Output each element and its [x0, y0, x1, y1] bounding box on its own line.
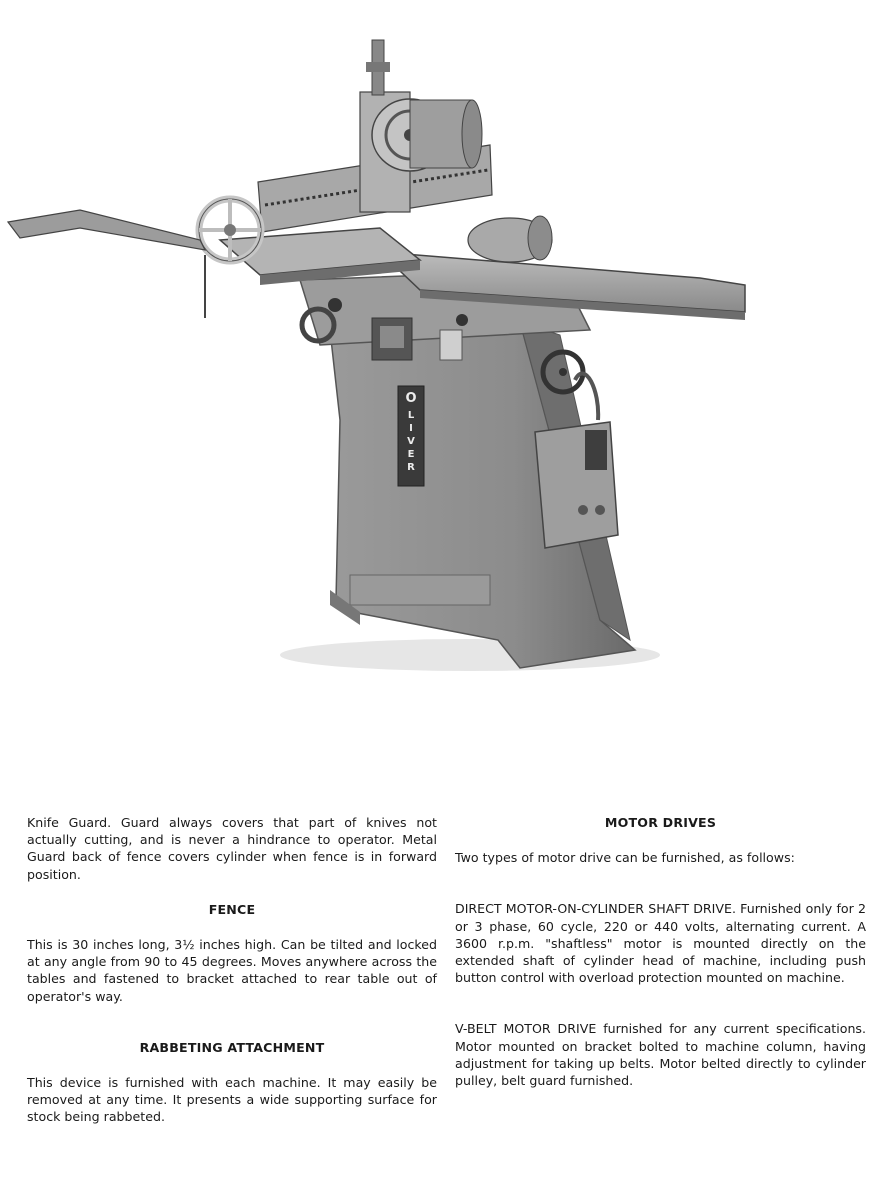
- brand-plate: [398, 386, 424, 486]
- direct-drive-paragraph: DIRECT MOTOR-ON-CYLINDER SHAFT DRIVE. Furnished only for 2 or 3 phase, 60 cycle, 220 or 440 volts, alternating current. A 3600 r.p.m. "shaftless" motor is mounted directly on the extended shaft of cylinder head of machine, including push button control with overload protection mounted on machine.: [455, 901, 866, 986]
- right-column: [455, 814, 866, 1089]
- brand-letter: O: [405, 391, 417, 406]
- brand-letter: E: [407, 449, 415, 460]
- vbelt-drive-paragraph: V-BELT MOTOR DRIVE furnished for any current specifications. Motor mounted on bracket bolted to machine column, having adjustment for taking up belts. Motor belted directly to cylinder pulley, belt guard furnished.: [455, 1021, 866, 1089]
- fence-heading: FENCE: [208, 901, 256, 917]
- brand-letter: R: [407, 462, 415, 473]
- rabbeting-paragraph: This device is furnished with each machine. It may easily be removed at any time. It presents a wide supporting surface for stock being rabbeted.: [27, 1075, 437, 1125]
- brand-letter: I: [409, 423, 413, 434]
- motor-drives-intro: Two types of motor drive can be furnished, as follows:: [455, 850, 795, 866]
- rabbeting-heading: RABBETING ATTACHMENT: [139, 1039, 325, 1055]
- knife-guard-paragraph: Knife Guard. Guard always covers that part of knives not actually cutting, and is never a hindrance to operator. Metal Guard back of fence covers cylinder when fence is in forward position.: [27, 815, 437, 882]
- motor-drives-heading: MOTOR DRIVES: [604, 815, 717, 830]
- brand-letter: L: [407, 410, 415, 421]
- brand-letter: V: [407, 436, 415, 447]
- left-column: [27, 814, 437, 1126]
- fence-paragraph: This is 30 inches long, 3½ inches high. Can be tilted and locked at any angle from 90 to 45 degrees. Moves anywhere across the tables and fastened to bracket attached to rear table out of operator's way.: [27, 937, 437, 1004]
